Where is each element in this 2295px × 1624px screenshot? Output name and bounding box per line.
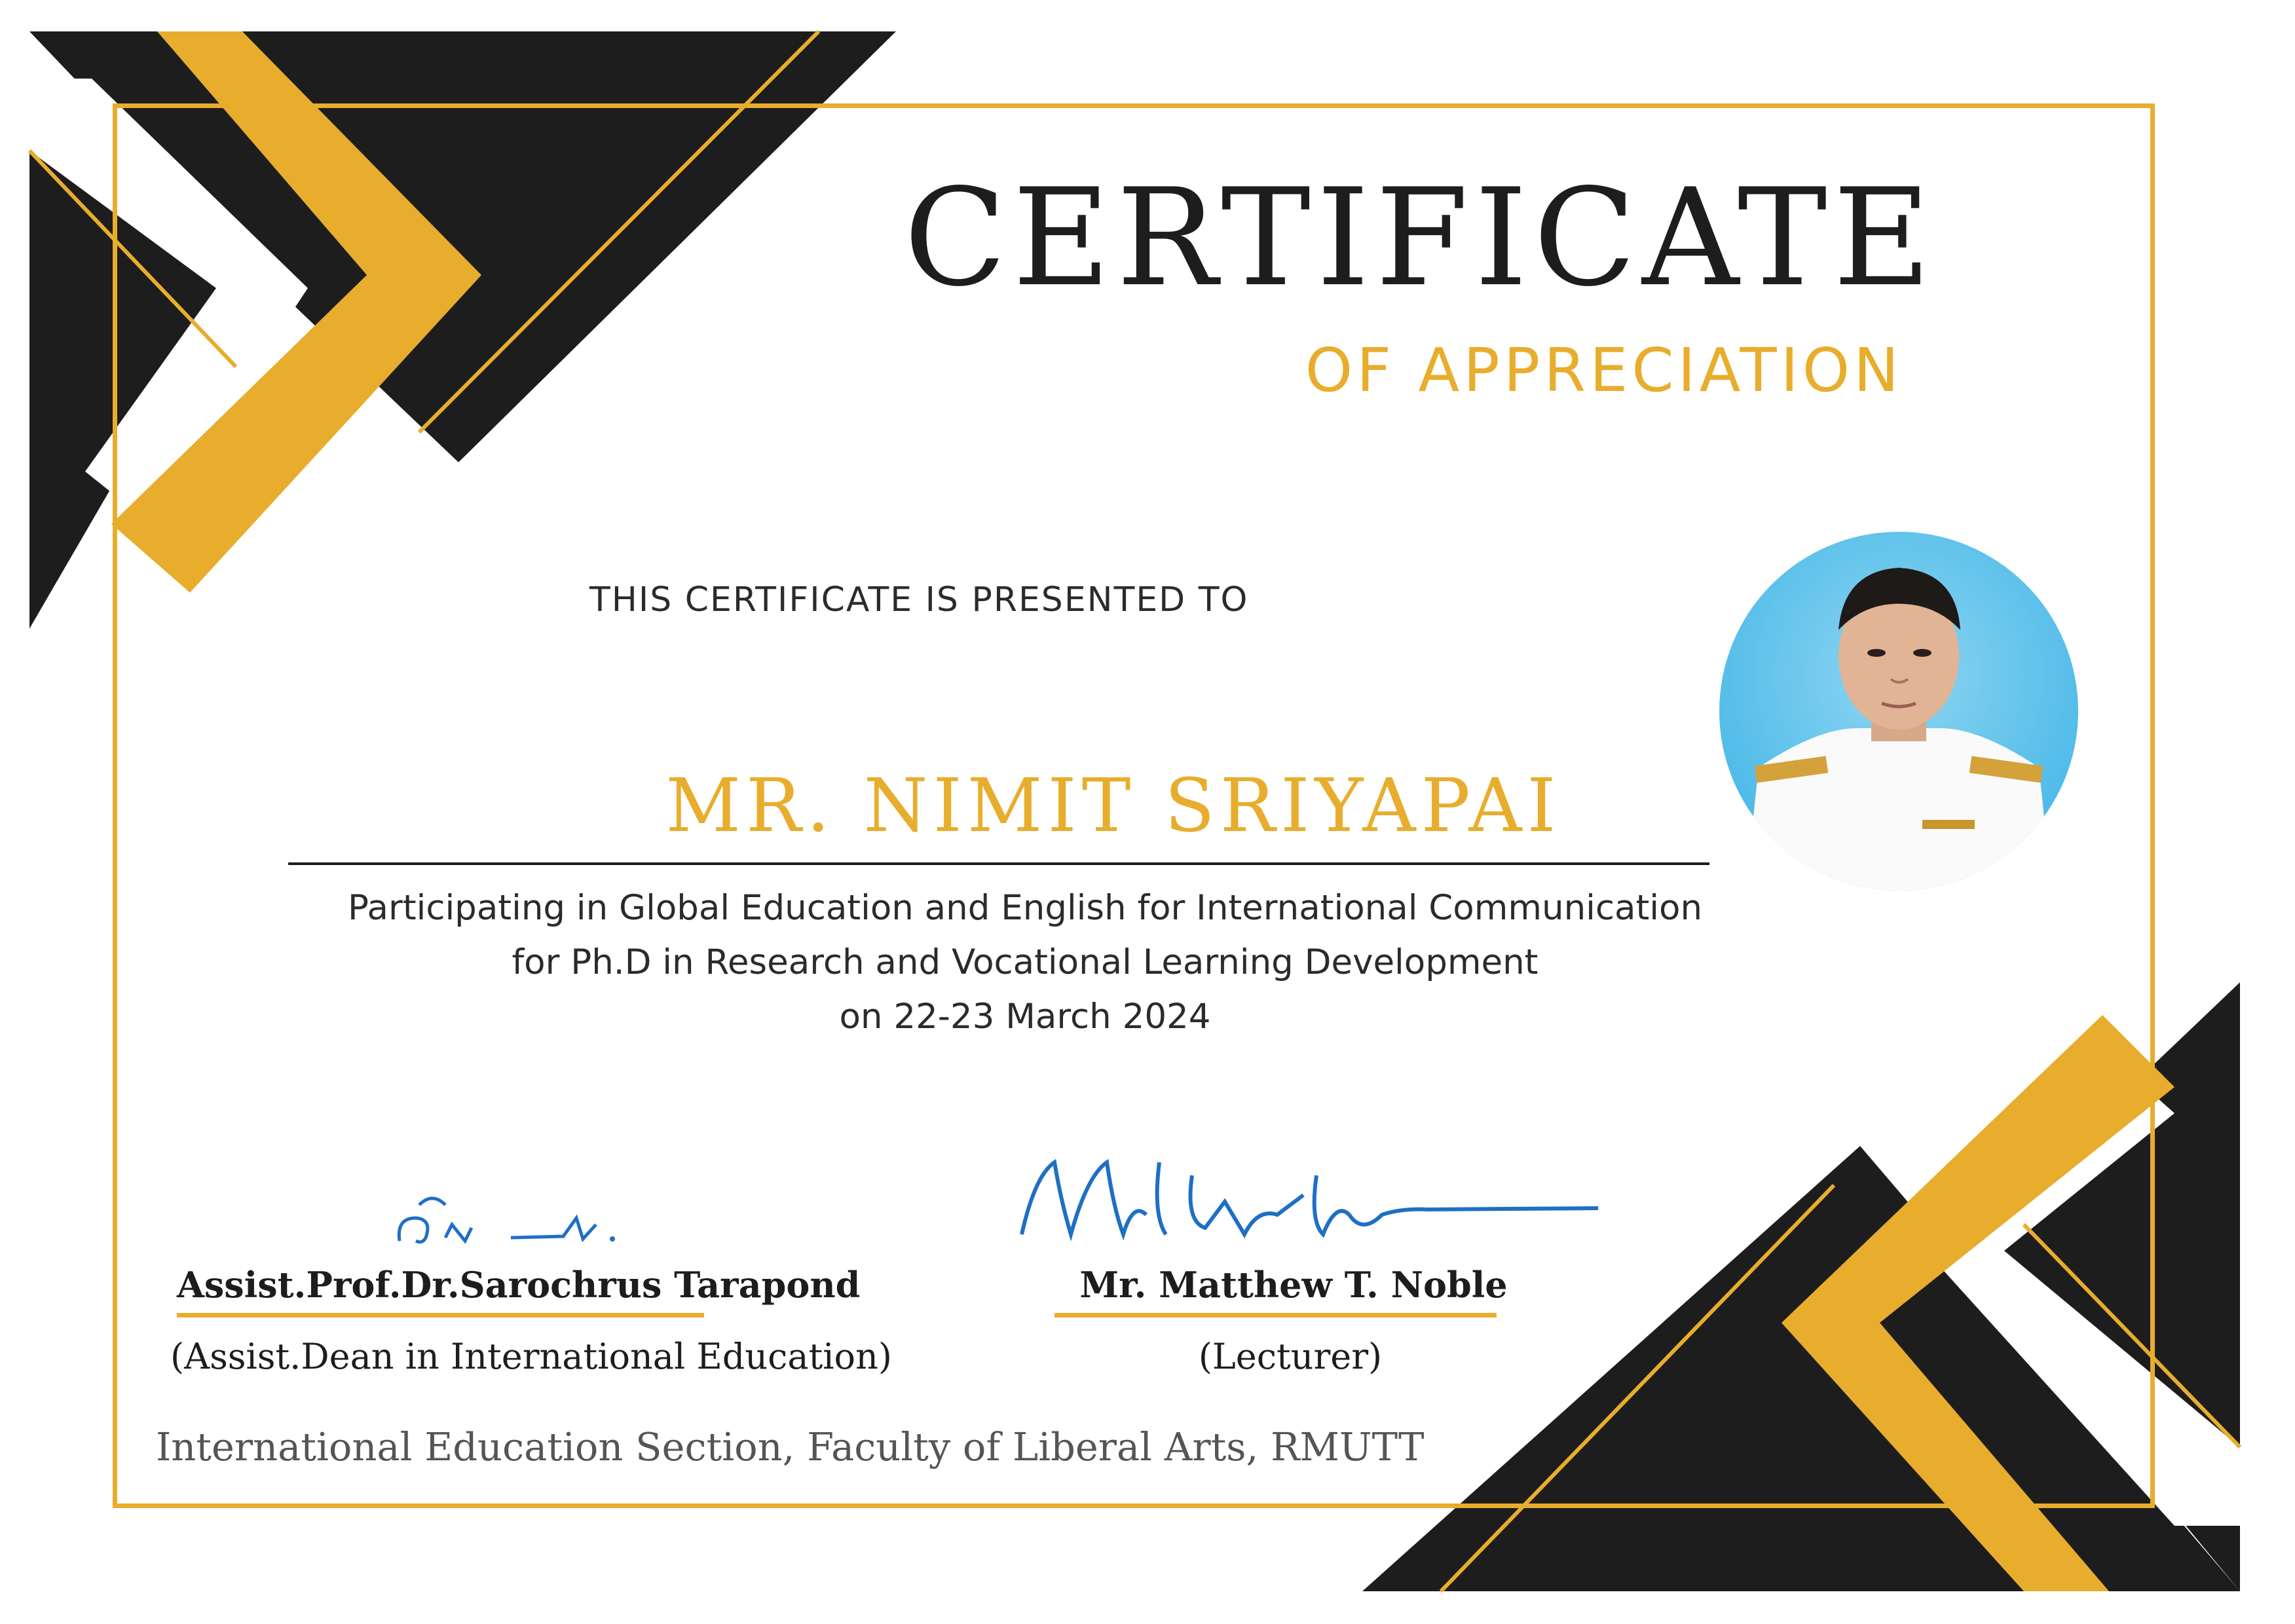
institution-footer: International Education Section, Faculty of Liberal Arts, RMUTT: [156, 1424, 1425, 1469]
signatory-1-title: (Assist.Dean in International Education): [170, 1336, 892, 1377]
recipient-photo: [1719, 532, 2078, 891]
description-line-1: Participating in Global Education and English for International Communication: [347, 888, 1703, 928]
recipient-underline: [288, 862, 1709, 865]
description-line-2: for Ph.D in Research and Vocational Learning Development: [512, 942, 1539, 982]
signatory-2-underline: [1054, 1313, 1497, 1318]
signatory-2-title: (Lecturer): [1198, 1336, 1383, 1377]
recipient-name: MR. NIMIT SRIYAPAI: [665, 764, 1561, 849]
signatory-1-name: Assist.Prof.Dr.Sarochrus Tarapond: [177, 1264, 861, 1306]
signature-left: [386, 1179, 635, 1264]
signatory-2-name: Mr. Matthew T. Noble: [1079, 1264, 1508, 1306]
description-line-3: on 22-23 March 2024: [839, 997, 1211, 1037]
certificate-title: CERTIFICATE: [904, 160, 1937, 316]
certificate-description: [282, 881, 1768, 1044]
signature-right: [1009, 1136, 1598, 1254]
certificate-subtitle: OF APPRECIATION: [1305, 335, 1903, 405]
presented-to-label: THIS CERTIFICATE IS PRESENTED TO: [589, 580, 1249, 619]
signatory-1-underline: [177, 1313, 704, 1318]
